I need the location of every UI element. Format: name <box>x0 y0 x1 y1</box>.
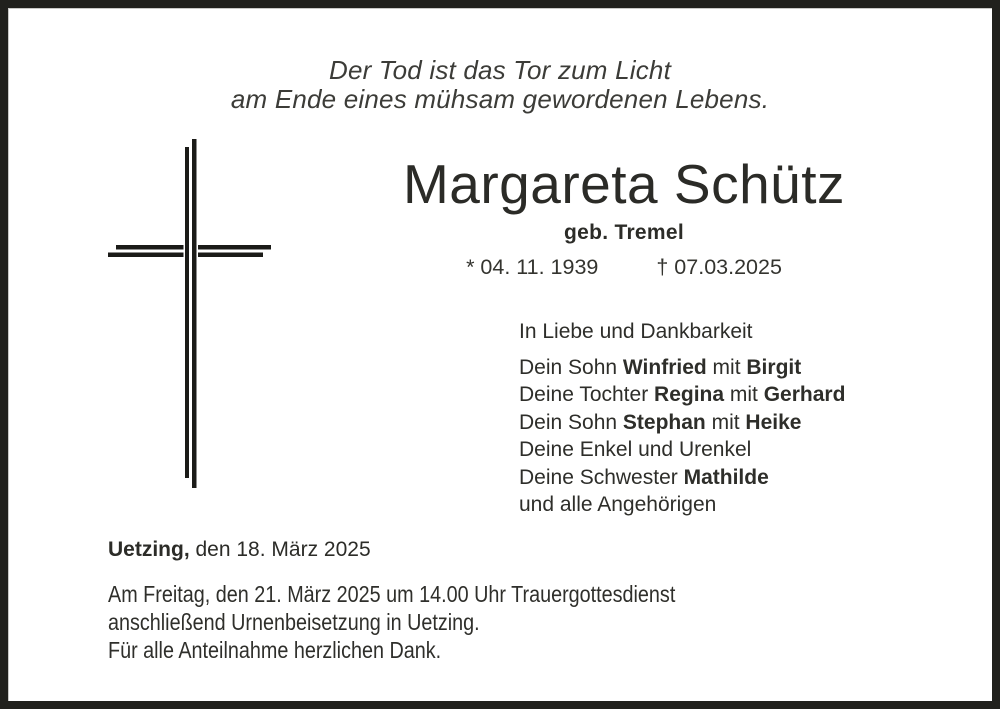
closing-phrase: In Liebe und Dankbarkeit <box>519 320 753 343</box>
life-dates <box>466 255 782 280</box>
mourner-line: Dein Sohn Winfried mit Birgit <box>519 355 802 379</box>
mourner-line: Dein Sohn Stephan mit Heike <box>519 410 802 434</box>
mourner-line: und alle Angehörigen <box>519 493 717 516</box>
funeral-announcement <box>108 580 675 664</box>
deceased-name: Margareta Schütz <box>402 153 846 215</box>
death-date: † 07.03.2025 <box>656 255 782 279</box>
mourner-line: Deine Enkel und Urenkel <box>519 438 752 461</box>
mourners-block <box>519 318 845 519</box>
epigraph <box>8 56 992 114</box>
epigraph-line-2: am Ende eines mühsam gewordenen Lebens. <box>230 84 770 114</box>
birth-date: * 04. 11. 1939 <box>466 255 599 279</box>
date-text: den 18. März 2025 <box>189 538 371 561</box>
mourner-line: Deine Schwester Mathilde <box>519 465 769 489</box>
mourner-line: Deine Tochter Regina mit Gerhard <box>519 383 846 406</box>
place-dateline <box>108 538 371 562</box>
announcement-line-1: Am Freitag, den 21. März 2025 um 14.00 Uhr Trauergottesdienst <box>108 581 676 607</box>
epigraph-line-1: Der Tod ist das Tor zum Licht <box>328 55 672 85</box>
announcement-line-3: Für alle Anteilnahme herzlichen Dank. <box>108 637 442 663</box>
city-name: Uetzing, <box>108 538 190 561</box>
announcement-line-2: anschließend Urnenbeisetzung in Uetzing. <box>108 609 480 635</box>
cross-icon <box>103 132 278 494</box>
maiden-name: geb. Tremel <box>563 221 685 244</box>
